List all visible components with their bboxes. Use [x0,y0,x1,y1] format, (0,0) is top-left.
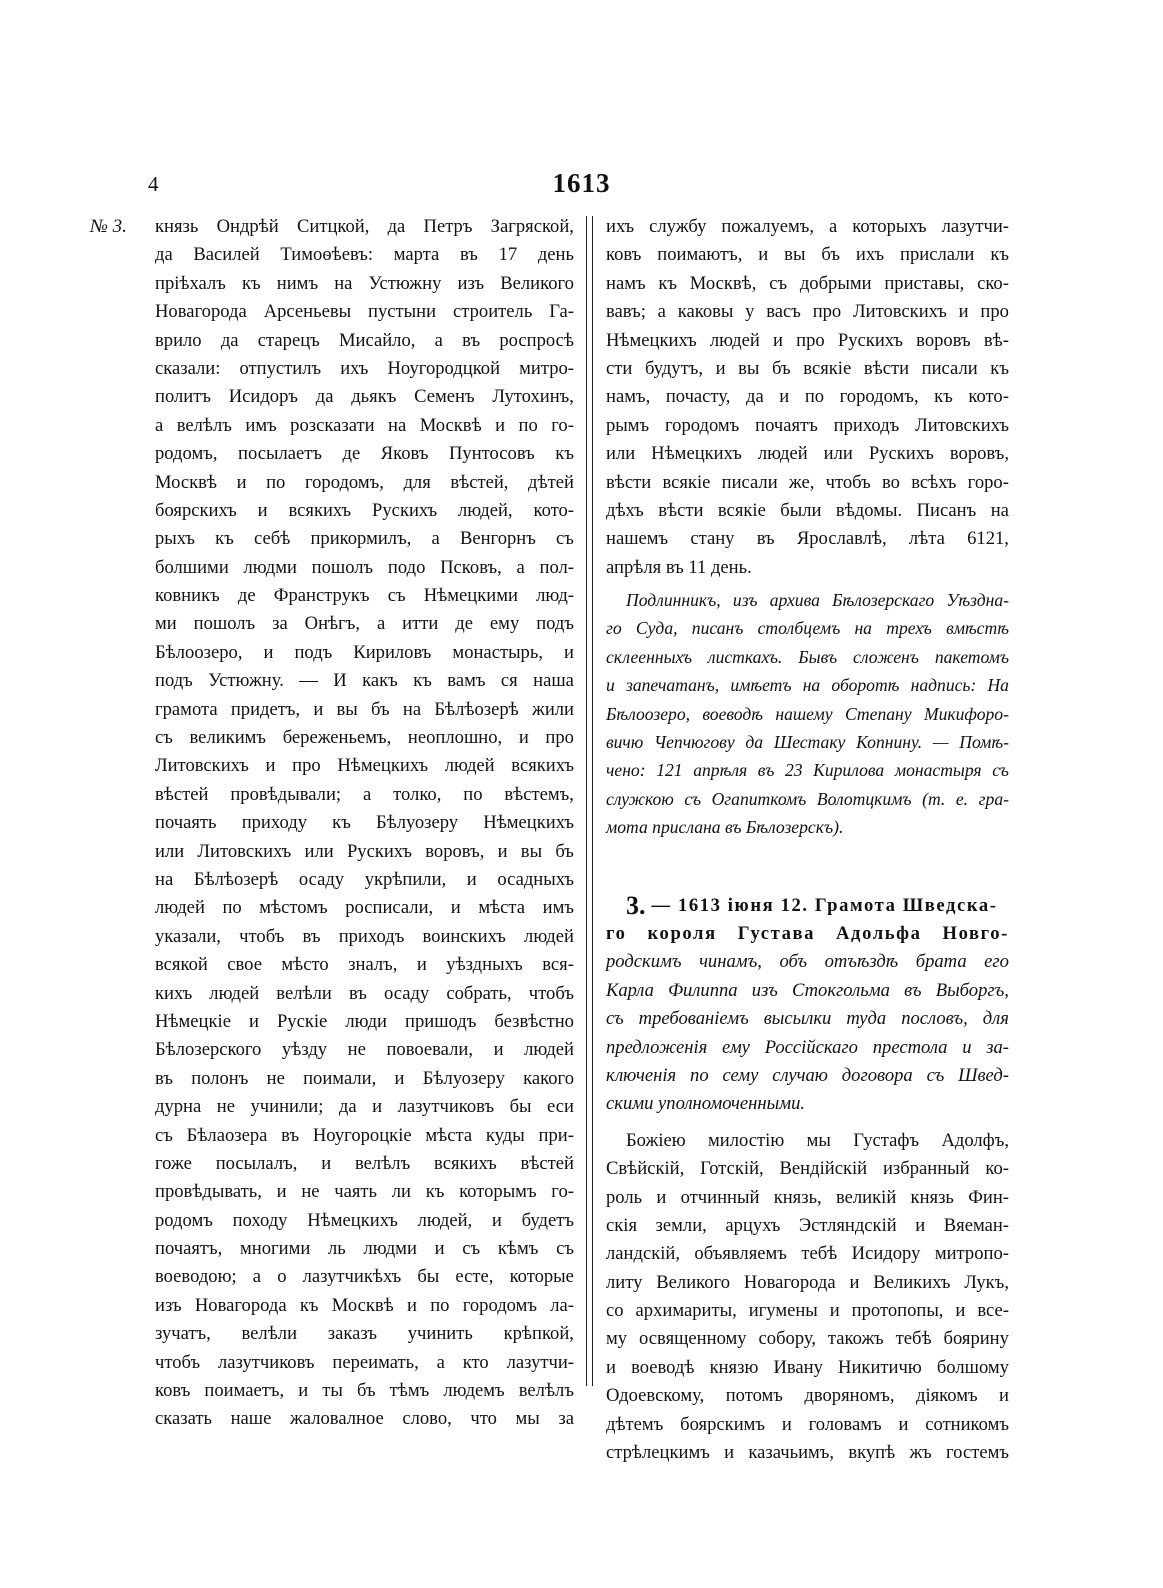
text-line: и запечатанъ, имѣетъ на оборотѣ надпись: На [606,675,1009,696]
text-line: кихъ людей велѣли въ осаду собрать, чтобъ [155,982,574,1004]
text-line: подъ Устюжну. — И какъ къ вамъ ся наша [155,670,574,692]
text-line: Бѣлоозеро, и подъ Кириловъ монастырь, и [155,641,574,663]
text-line: родомъ походу Нѣмецкихъ людей, и будетъ [155,1209,574,1231]
text-line: ми пошолъ за Онѣгъ, а итти де ему подъ [155,613,574,635]
text-line: склеенныхъ листкахъ. Бывъ сложенъ пакетомъ [606,646,1009,667]
heading-line: го короля Густава Адольфа Новго- [606,922,1009,944]
text-line: му освященному собору, такожъ тебѣ боярину [606,1328,1009,1350]
document-heading [606,892,1009,1119]
letter-body [606,1127,1009,1468]
year-header: 1613 [552,168,611,198]
column-divider [586,216,593,1386]
text-line: ковникъ де Франструкъ съ Нѣмецкими люд- [155,585,574,607]
text-line: пріѣхалъ къ нимъ на Устюжну изъ Великого [155,272,574,294]
text-line: намъ къ Москвѣ, съ добрыми приставы, ско- [606,272,1009,294]
heading-number: 3. [626,890,646,920]
text-line: рымъ городомъ почаятъ приходъ Литовскихъ [606,414,1009,436]
text-line: въ полонъ не поимали, и Бѣлуозеру какого [155,1067,574,1089]
heading-line: ключенія по сему случаю договора съ Швед- [606,1064,1009,1086]
text-line: гоже посылалъ, и велѣлъ всякихъ вѣстей [155,1152,574,1174]
text-line: или Нѣмецкихъ людей или Рускихъ воровъ, [606,443,1009,465]
text-line: нашемъ стану въ Ярославлѣ, лѣта 6121, [606,528,1009,550]
text-line: вѣсти всякіе писали же, чтобъ во всѣхъ горо- [606,471,1009,493]
text-line: чтобъ лазутчиковъ переимать, а кто лазутчи- [155,1351,574,1373]
document-number: № 3. [90,216,127,237]
text-line: сказали: отпустилъ ихъ Ноугородцкой митро- [155,357,574,379]
right-column [606,213,1009,1467]
text-line: ковъ поимаетъ, и ты бъ тѣмъ людемъ велѣлъ [155,1380,574,1402]
text-line: на Бѣлѣозерѣ осаду укрѣпили, и осадныхъ [155,868,574,890]
text-line: вавъ; а каковы у васъ про Литовскихъ и про [606,301,1009,323]
text-line: боярскихъ и всякихъ Рускихъ людей, кото- [155,499,574,521]
text-line: Бѣлоозеро, воеводѣ нашему Степану Микифоро- [606,703,1009,724]
text-line: Подлинникъ, изъ архива Бѣлозерскаго Уѣздна- [626,590,1009,611]
text-line: съ Бѣлаозера въ Ноугороцкіе мѣста куды при- [155,1124,574,1146]
text-line: Одоевскому, потомъ дворяномъ, діякомъ и [606,1385,1009,1407]
text-line: ландскій, объявляемъ тебѣ Исидору митропо- [606,1243,1009,1265]
text-line: Новагорода Арсеньевы пустыни строитель Га- [155,301,574,323]
text-line: Литовскихъ и про Нѣмецкихъ людей всякихъ [155,755,574,777]
text-line: и воеводѣ князю Ивану Никитичю болшому [606,1356,1009,1378]
text-line: дѣхъ вѣсти всякіе были вѣдомы. Писанъ на [606,499,1009,521]
text-line: Москвѣ и по городомъ, для вѣстей, дѣтей [155,471,574,493]
text-line: вѣстей провѣдывали; а толко, по вѣстемъ, [155,783,574,805]
text-line: Божіею милостію мы Густафъ Адолфъ, [626,1129,1009,1151]
text-line: почаятъ, многими ль людми и съ кѣмъ съ [155,1238,574,1260]
text-line: литу Великого Новагорода и Великихъ Лукъ, [606,1271,1009,1293]
heading-line: 3. — 1613 іюня 12. Грамота Шведска- [626,890,998,920]
text-line: ихъ службу пожалуемъ, а которыхъ лазутчи- [606,216,1009,237]
text-line: или Литовскихъ или Рускихъ воровъ, и вы бъ [155,840,574,862]
text-line: почаять приходу къ Бѣлуозеру Нѣмецкихъ [155,812,574,834]
heading-line: съ требованіемъ высылки туда пословъ, для [606,1008,1009,1030]
text-line: родомъ, посылаетъ де Яковъ Пунтосовъ къ [155,443,574,465]
heading-line: скими уполномоченными. [606,1093,806,1115]
text-line: врило да старецъ Мисайло, а въ роспросѣ [155,329,574,351]
text-line: всякой свое мѣсто зналъ, и уѣздныхъ вся- [155,954,574,976]
text-line: стрѣлецкимъ и казачьимъ, вкупѣ жъ гостемъ [606,1442,1009,1464]
text-line: да Василей Тимоѳѣевъ: марта въ 17 день [155,244,574,266]
heading-line: Карла Филиппа изъ Стокгольма въ Выборгъ, [606,979,1009,1001]
text-line: людей по мѣстомъ росписали, и мѣста имъ [155,897,574,919]
text-line: мота прислана въ Бѣлозерскъ). [606,817,844,838]
text-line: сти будутъ, и вы бъ всякіе вѣсти писали къ [606,357,1009,379]
heading-line: предложенія ему Россійскаго престола и за- [606,1036,1009,1058]
text-line: воеводою; а о лазутчикѣхъ бы есте, которые [155,1266,574,1288]
text-line: Нѣмецкіе и Рускіе люди пришодъ безвѣстно [155,1010,574,1032]
text-line: съ великимъ береженьемъ, неоплошно, и про [155,727,574,749]
text-line: зучатъ, велѣли заказъ учинить крѣпкой, [155,1323,574,1345]
text-line: Бѣлозерского уѣзду не повоевали, и людей [155,1039,574,1061]
page-number: 4 [148,172,159,196]
text-line: а велѣлъ имъ розсказати на Москвѣ и по го- [155,414,574,436]
text-line: чено: 121 апрѣля въ 23 Кирилова монастыря съ [606,760,1009,781]
text-line: дѣтемъ боярскимъ и головамъ и сотникомъ [606,1413,1009,1435]
text-line: намъ, почасту, да и по городомъ, къ кото- [606,386,1009,408]
text-line: указали, чтобъ въ приходъ воинскихъ людей [155,925,574,947]
text-line: Нѣмецкихъ людей и про Рускихъ воровъ вѣ- [606,329,1009,351]
text-line: князь Ондрѣй Ситцкой, да Петръ Загряской, [155,216,574,237]
text-line: вичю Чепчюгову да Шестаку Копнину. — Помѣ- [606,732,1009,753]
text-line: болшими людми пошолъ подо Псковъ, а пол- [155,556,574,578]
text-line: грамота придетъ, и вы бъ на Бѣлѣозерѣ жили [155,698,574,720]
text-line: рыхъ къ себѣ прикормилъ, а Венгорнъ съ [155,528,574,550]
archival-note [606,586,1009,842]
text-line: служкою съ Огапиткомъ Волотцкимъ (т. е. гра- [606,788,1009,809]
left-column [155,213,574,1434]
text-line: скія земли, арцухъ Эстляндскій и Вяеман- [606,1214,1009,1236]
text-line: роль и отчинный князь, великій князь Фин- [606,1186,1009,1208]
heading-line: родскимъ чинамъ, объ отъѣздѣ брата его [606,951,1009,973]
text-line: политъ Исидоръ да дьякъ Семенъ Лутохинъ, [155,386,574,408]
text-line: изъ Новагорода къ Москвѣ и по городомъ ла- [155,1294,574,1316]
text-line: ковъ поимаютъ, и вы бъ ихъ прислали къ [606,244,1009,266]
text-line: апрѣля въ 11 день. [606,556,752,578]
text-line: дурна не учинили; да и лазутчиковъ бы еси [155,1096,574,1118]
text-line: провѣдывать, и не чаять ли къ которымъ го- [155,1181,574,1203]
letter-continuation [606,213,1009,582]
text-line: Свѣйскій, Готскій, Вендійскій избранный ко- [606,1158,1009,1180]
text-line: сказать наше жаловалное слово, что мы за [155,1408,574,1430]
text-line: го Суда, писанъ столбцемъ на трехъ вмѣстѣ [606,618,1009,639]
text-line: со архимариты, игумены и протопопы, и все- [606,1300,1009,1322]
